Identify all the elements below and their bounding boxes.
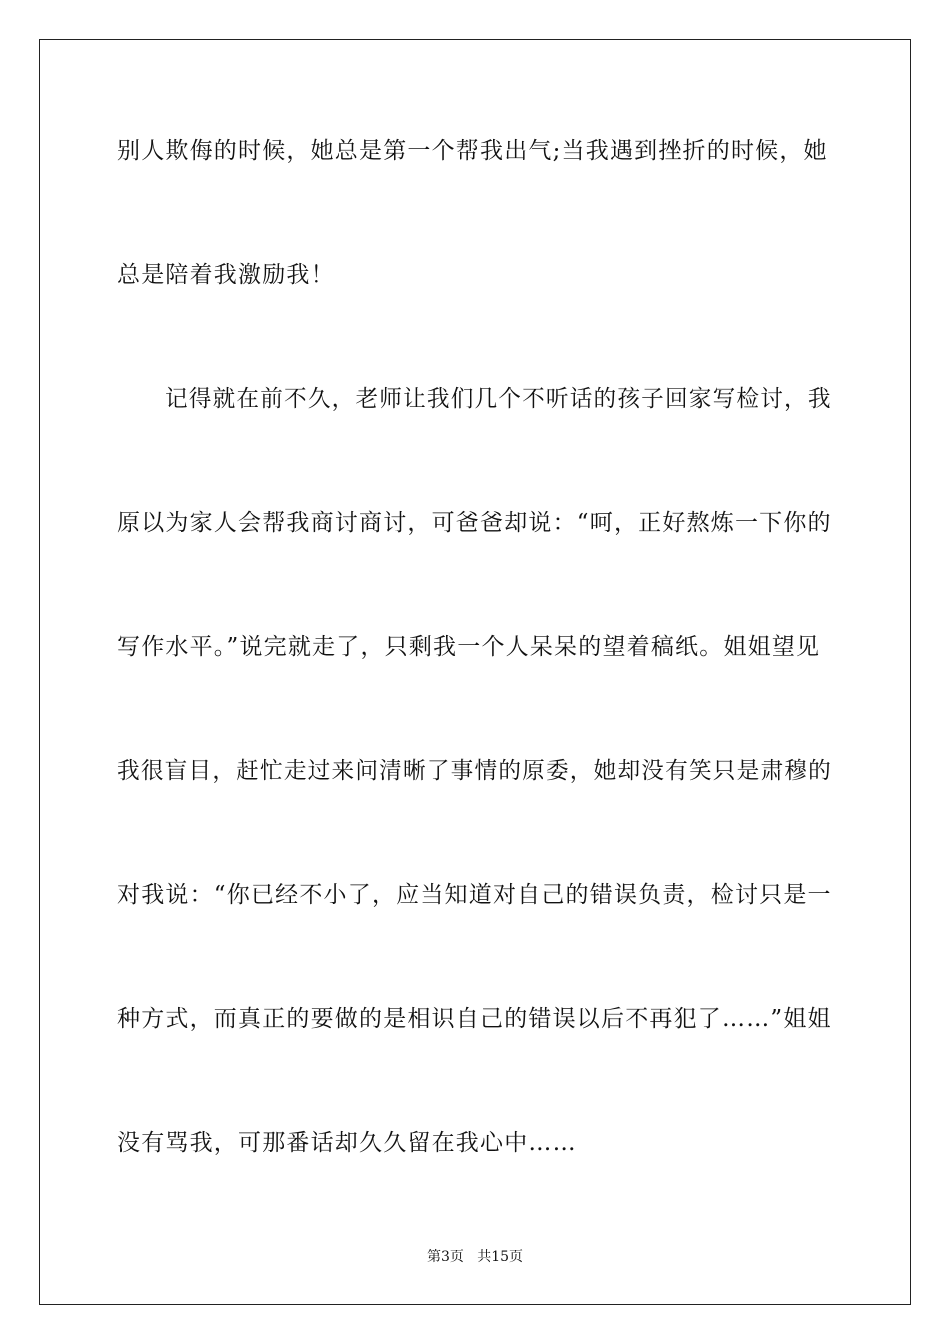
text-line-6: 我很盲目，赶忙走过来问清晰了事情的原委，她却没有笑只是肃穆的 — [117, 758, 832, 784]
text-line-1: 别人欺侮的时候，她总是第一个帮我出气;当我遇到挫折的时候，她 — [117, 138, 828, 164]
text-line-5: 写作水平。”说完就走了，只剩我一个人呆呆的望着稿纸。姐姐望见 — [117, 634, 821, 660]
page-border — [39, 39, 911, 1305]
text-line-9: 没有骂我，可那番话却久久留在我心中…… — [117, 1130, 577, 1156]
text-line-3: 记得就在前不久，老师让我们几个不听话的孩子回家写检讨，我 — [165, 386, 832, 412]
text-line-2: 总是陪着我激励我！ — [117, 262, 335, 288]
text-line-7: 对我说：“你已经不小了，应当知道对自己的错误负责，检讨只是一 — [117, 882, 832, 908]
text-line-8: 种方式，而真正的要做的是相识自己的错误以后不再犯了……”姐姐 — [117, 1006, 832, 1032]
text-line-4: 原以为家人会帮我商讨商讨，可爸爸却说：“呵，正好熬炼一下你的 — [117, 510, 832, 536]
page-number-footer: 第3页 共15页 — [426, 1249, 524, 1265]
